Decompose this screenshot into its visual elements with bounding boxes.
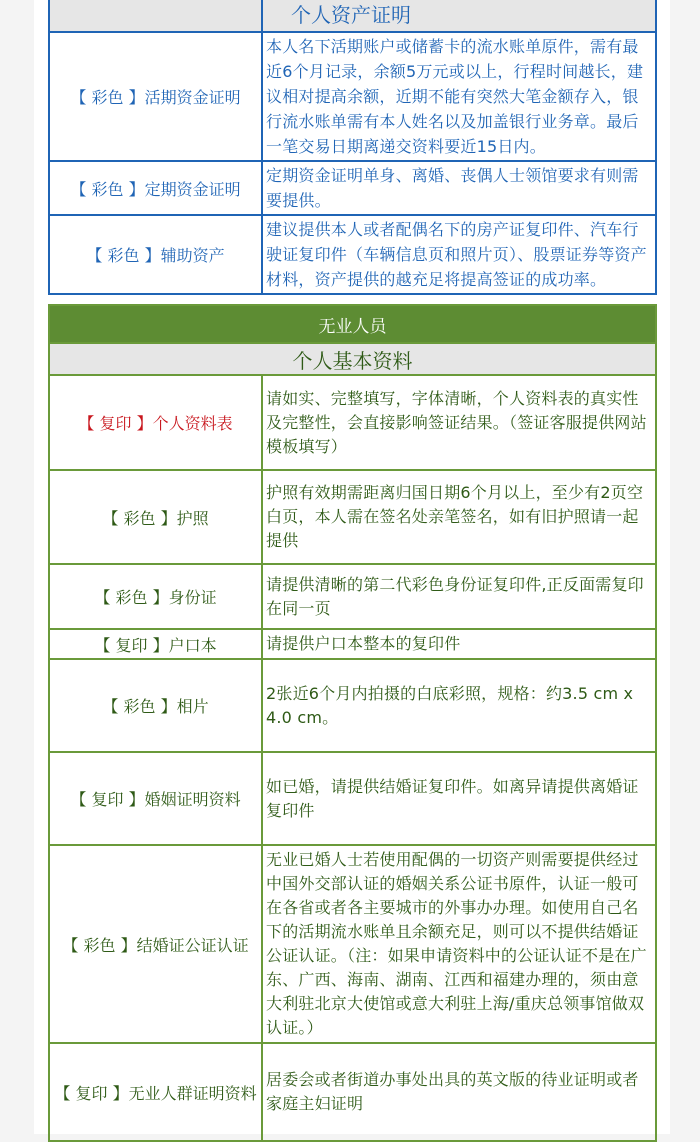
row-description: 请如实、完整填写，字体清晰，个人资料表的真实性及完整性，会直接影响签证结果。（签证客服提供网站模板填写） xyxy=(263,376,655,471)
row-description: 请提供户口本整本的复印件 xyxy=(263,630,655,660)
table-row xyxy=(50,846,655,1044)
table-row xyxy=(50,376,655,471)
row-description: 定期资金证明单身、离婚、丧偶人士领馆要求有则需要提供。 xyxy=(263,162,655,216)
row-label: 【 彩色 】相片 xyxy=(50,660,263,753)
row-description: 2张近6个月内拍摄的白底彩照，规格：约3.5 cm x 4.0 cm。 xyxy=(263,660,655,753)
table-row xyxy=(50,660,655,753)
row-label: 【 彩色 】辅助资产 xyxy=(50,216,263,293)
table-row xyxy=(50,753,655,846)
row-label: 【 复印 】个人资料表 xyxy=(50,376,263,471)
unemployed-table xyxy=(48,304,657,1142)
row-description: 请提供清晰的第二代彩色身份证复印件,正反面需复印在同一页 xyxy=(263,565,655,630)
row-label: 【 彩色 】身份证 xyxy=(50,565,263,630)
row-description: 本人名下活期账户或储蓄卡的流水账单原件，需有最近6个月记录，余额5万元或以上，行程时间越长，建议相对提高余额，近期不能有突然大笔金额存入，银行流水账单需有本人姓名以及加盖银行业务章。最后一笔交易日期离递交资料要近15日内。 xyxy=(263,33,655,162)
row-description: 居委会或者街道办事处出具的英文版的待业证明或者家庭主妇证明 xyxy=(266,1070,639,1113)
row-description: 如已婚，请提供结婚证复印件。如离异请提供离婚证复印件 xyxy=(263,753,655,846)
row-label: 【 复印 】婚姻证明资料 xyxy=(50,753,263,846)
row-label: 【 彩色 】护照 xyxy=(50,471,263,565)
table-row xyxy=(50,162,655,216)
row-label: 【 彩色 】结婚证公证认证 xyxy=(50,846,263,1044)
row-label: 【 彩色 】定期资金证明 xyxy=(50,162,263,216)
row-label: 【 复印 】户口本 xyxy=(50,630,263,660)
table-row xyxy=(50,33,655,162)
table-row xyxy=(50,565,655,630)
section-header: 个人资产证明 xyxy=(50,0,655,33)
table-row xyxy=(50,1044,655,1140)
section-header: 个人基本资料 xyxy=(50,344,655,376)
row-description: 建议提供本人或者配偶名下的房产证复印件、汽车行驶证复印件（车辆信息页和照片页）、股票证券等资产材料，资产提供的越充足将提高签证的成功率。 xyxy=(266,220,647,289)
row-description: 无业已婚人士若使用配偶的一切资产则需要提供经过中国外交部认证的婚姻关系公证书原件，认证一般可在各省或者各主要城市的外事办办理。如使用自己名下的活期流水账单且余额充足，则可以不提供结婚证公证认证。（注：如果申请资料中的公证认证不是在广东、广西、海南、湖南、江西和福建办理的，须由意大利驻北京大使馆或意大利驻上海/重庆总领事馆做双认证。） xyxy=(263,846,655,1044)
table-row xyxy=(50,471,655,565)
table-row xyxy=(50,630,655,660)
asset-proof-table xyxy=(48,0,657,295)
row-description: 护照有效期需距离归国日期6个月以上，至少有2页空白页，本人需在签名处亲笔签名，如有旧护照请一起提供 xyxy=(263,471,655,565)
table-row xyxy=(50,216,655,293)
row-label: 【 复印 】无业人群证明资料 xyxy=(50,1044,263,1140)
row-label: 【 彩色 】活期资金证明 xyxy=(50,33,263,162)
table-title: 无业人员 xyxy=(50,306,655,344)
